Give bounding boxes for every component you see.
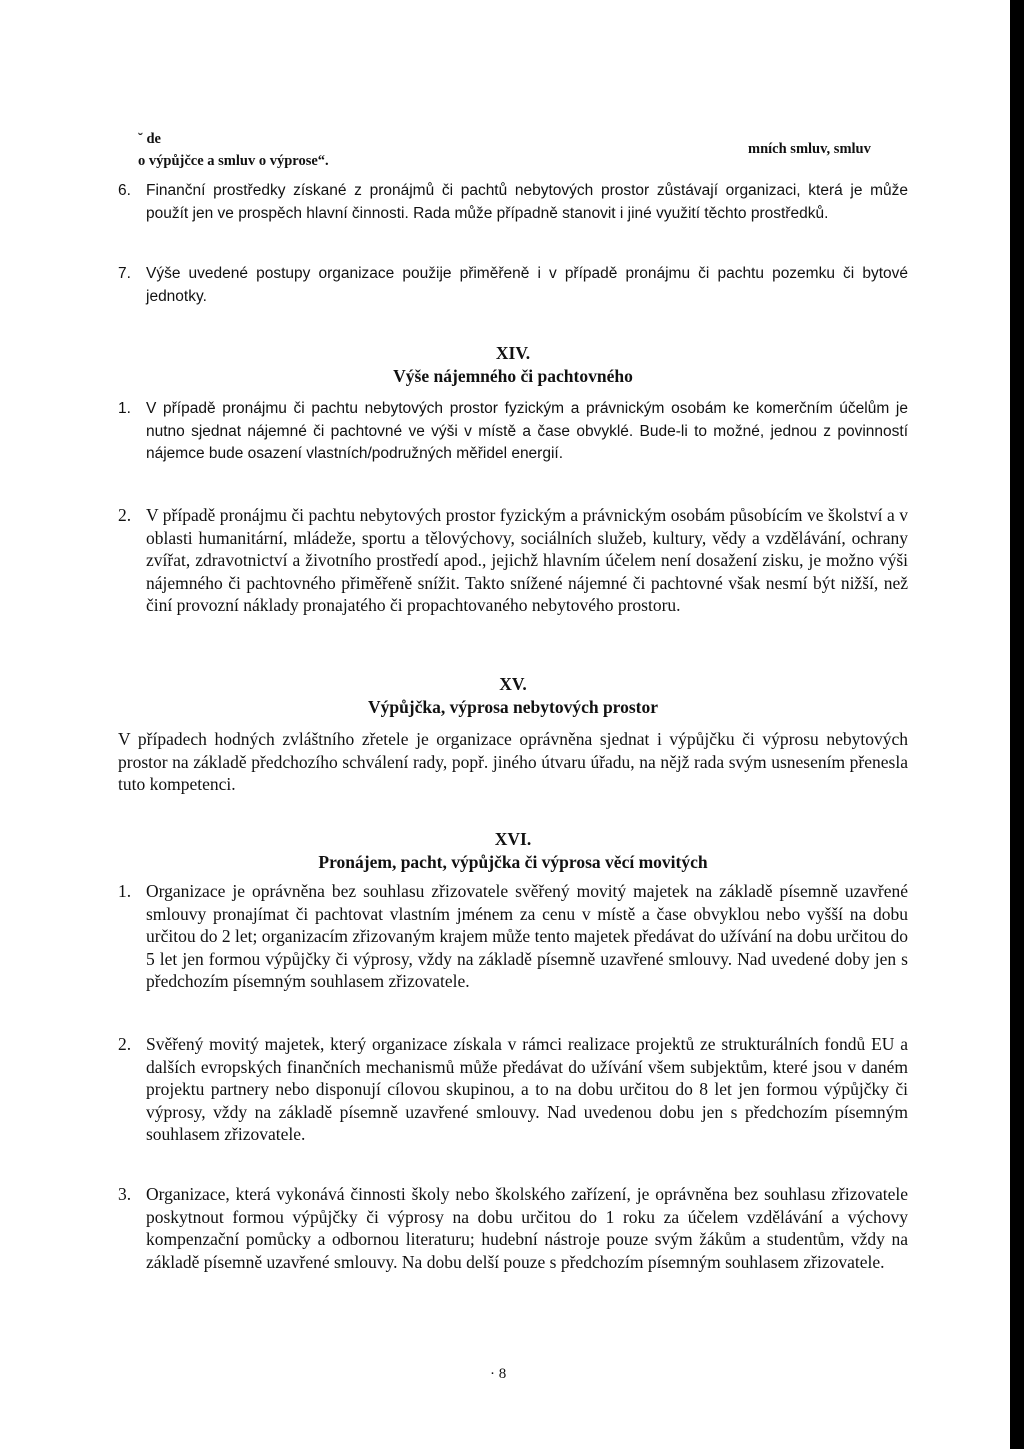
page-number: · 8 xyxy=(490,1366,507,1382)
section-title: Výše nájemného či pachtovného xyxy=(393,365,633,386)
list-item-xvi-1 xyxy=(118,880,908,993)
list-item-xiv-2 xyxy=(118,504,908,617)
section-number: XVI. xyxy=(494,829,532,849)
item-text: Svěřený movitý majetek, který organizace získala v rámci realizace projektů ze strukturálních fondů EU a dalších evropských finančních mechanismů může předávat do užívání všem subjektům, které jsou v daném projektu partnery nebo disponují cílovou skupinou, a to na dobu určitou do 8 let jen formou výpůjčky či výprosy, vždy na základě písemně uzavřené smlouvy. Nad uvedenou dobu jen s předchozím písemným souhlasem zřizovatele. xyxy=(146,1034,908,1144)
item-number: 1. xyxy=(118,400,131,417)
list-item-xvi-2 xyxy=(118,1033,908,1146)
section-title: Pronájem, pacht, výpůjčka či výprosa věcí movitých xyxy=(318,851,708,872)
section-heading-xv xyxy=(118,673,908,718)
header-line: o výpůjčce a smluv o výprose“. xyxy=(138,153,329,169)
list-item-7 xyxy=(118,263,908,308)
list-item-xiv-1 xyxy=(118,398,908,466)
section-title: Výpůjčka, výprosa nebytových prostor xyxy=(367,696,659,717)
item-number: 2. xyxy=(118,1034,132,1054)
item-text: Výše uvedené postupy organizace použije přiměřeně i v případě pronájmu či pachtu pozemku či bytové jednotky. xyxy=(146,265,908,305)
item-text: Organizace je oprávněna bez souhlasu zřizovatele svěřený movitý majetek na základě písemně uzavřené smlouvy pronajímat či pachtovat vlastním jménem za cenu v místě a čase obvyklou nebo vyšší na dobu určitou do 2 let; organizacím zřizovaným krajem může tento majetek předávat do užívání na dobu určitou do 5 let jen formou výpůjčky či výprosy, vždy na základě písemně uzavřené smlouvy. Nad uvedené doby jen s předchozím písemným souhlasem zřizovatele. xyxy=(146,881,908,991)
item-number: 3. xyxy=(118,1184,132,1204)
section-heading-xiv xyxy=(118,342,908,387)
list-item-6 xyxy=(118,180,908,225)
item-number: 7. xyxy=(118,265,131,282)
item-text: Organizace, která vykonává činnosti školy nebo školského zařízení, je oprávněna bez souhlasu zřizovatele poskytnout formou výpůjčky či výprosy na dobu určitou do 1 roku za účelem vzdělávání a výchovy kompenzační pomůcky a odbornou literaturu; hudební nástroje pouze svým žákům a studentům, vždy na základě písemně uzavřené smlouvy. Na dobu delší pouze s předchozím písemným souhlasem zřizovatele. xyxy=(146,1184,908,1272)
section-heading-xvi xyxy=(118,828,908,873)
header-fragment: ˘ de xyxy=(138,131,161,147)
item-text: Finanční prostředky získané z pronájmů či pachtů nebytových prostor zůstávají organizaci, která je může použít jen ve prospěch hlavní činnosti. Rada může případně stanovit i jiné využití těchto prostředků. xyxy=(146,182,908,222)
paragraph-xv: V případech hodných zvláštního zřetele je organizace oprávněna sjednat i výpůjčku či výprosu nebytových prostor na základě předchozího schválení rady, popř. jiného útvaru úřadu, na nějž rada svým usnesením přenesla tuto kompetenci. xyxy=(118,729,908,794)
section-number: XV. xyxy=(499,674,527,694)
scan-edge-bar xyxy=(1010,0,1024,1449)
item-text: V případě pronájmu či pachtu nebytových prostor fyzickým a právnickým osobám působícím ve školství a v oblasti humanitární, mládeže, sportu a tělovýchovy, sociálních služeb, kultury, vědy a vzdělávání, ochrany zvířat, zdravotnictví a životního prostředí apod., jejichž hlavním účelem není dosažení zisku, je možno výši nájemného či pachtovného přiměřeně snížit. Takto snížené nájemné či pachtovné však nesmí být nižší, než činí provozní náklady pronajatého či propachtovaného nebytového prostoru. xyxy=(146,505,908,615)
item-text: V případě pronájmu či pachtu nebytových prostor fyzickým a právnickým osobám ke komerčním účelům je nutno sjednat nájemné či pachtovné ve výši v místě a čase obvyklé. Bude-li to možné, jednou z povinností nájemce bude osazení vlastních/podružných měřidel energií. xyxy=(146,400,908,462)
list-item-xvi-3 xyxy=(118,1183,908,1273)
item-number: 1. xyxy=(118,881,132,901)
item-number: 6. xyxy=(118,182,131,199)
item-number: 2. xyxy=(118,505,132,525)
section-number: XIV. xyxy=(495,343,531,363)
header-left xyxy=(138,128,498,172)
header-right: mních smluv, smluv xyxy=(748,141,871,157)
